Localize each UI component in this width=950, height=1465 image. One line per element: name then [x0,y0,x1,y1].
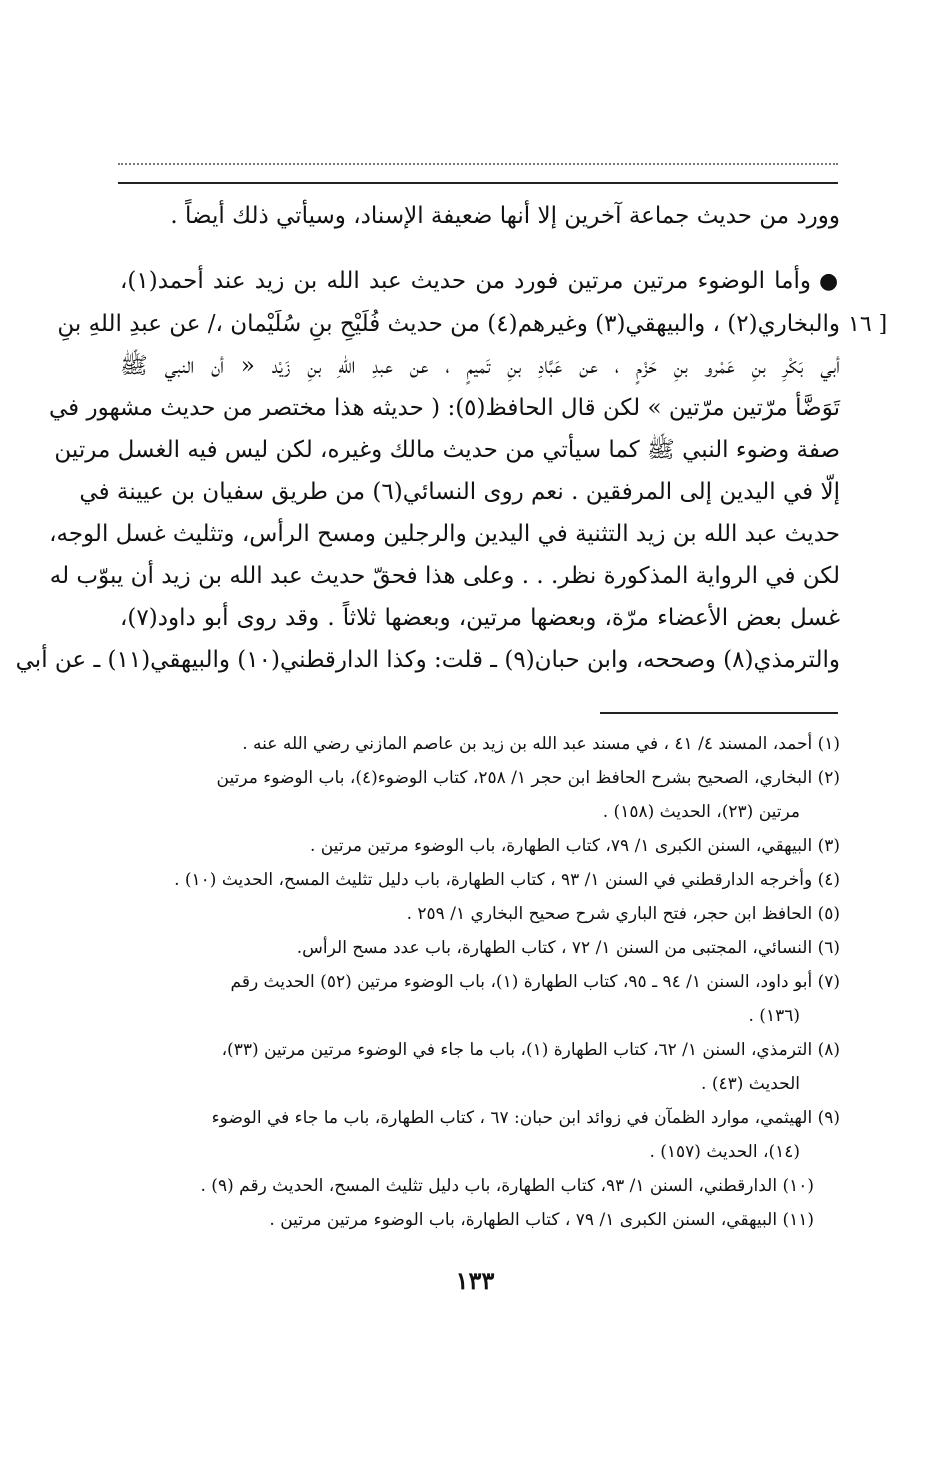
footnote-line: (٩) الهيثمي، موارد الظمآن في زوائد ابن حبان: ٦٧ ، كتاب الطهارة، باب ما جاء في الوضوء [211,1108,840,1128]
dotted-separator [118,163,838,165]
footnote [120,761,840,829]
footnote [120,727,840,761]
top-separator-rule [118,182,838,184]
intro-paragraph [120,195,840,237]
main-text-line: والبخاري(٢) ، والبيهقي(٣) وغيرهم(٤) من حديث فُلَيْحِ بنِ سُلَيْمان ،/ عن عبدِ اللهِ بنِ [57,311,840,337]
footnote-line: (٤) وأخرجه الدارقطني في السنن ١/ ٩٣ ، كتاب الطهارة، باب دليل تثليث المسح، الحديث (١٠) . [174,870,840,890]
footnote-line: الحديث (٤٣) . [701,1074,800,1094]
footnote-line: (٨) الترمذي، السنن ١/ ٦٢، كتاب الطهارة (١)، باب ما جاء في الوضوء مرتين مرتين (٣٣)، [221,1040,840,1060]
footnote [120,1033,840,1101]
footnote-line: (١٣٦) . [748,1006,800,1026]
page-number: ١٣٣ [455,1266,495,1295]
bullet-icon: ● [818,269,841,294]
footnote-line: (١) أحمد، المسند ٤/ ٤١ ، في مسند عبد الله بن زيد بن عاصم المازني رضي الله عنه . [242,734,840,754]
footnotes-section [120,727,840,1237]
main-paragraph [15,260,841,681]
footnote-line: (١٤)، الحديث (١٥٧) . [649,1142,800,1162]
footnote [120,1169,840,1203]
footnote-line: مرتين (٢٣)، الحديث (١٥٨) . [602,802,800,822]
footnote-line: (١١) البيهقي، السنن الكبرى ١/ ٧٩ ، كتاب الطهارة، باب الوضوء مرتين مرتين . [269,1210,814,1230]
footnote [120,863,840,897]
main-text-line: والترمذي(٨) وصححه، وابن حبان(٩) ـ قلت: وكذا الدارقطني(١٠) والبيهقي(١١) ـ عن أبي [15,647,840,673]
intro-line: وورد من حديث جماعة آخرين إلا أنها ضعيفة الإسناد، وسيأتي ذلك أيضاً . [170,203,840,229]
main-text-line: تَوَضَّأ مرّتين مرّتين » لكن قال الحافظ(٥): ( حديثه هذا مختصر من حديث مشهور في [48,395,840,421]
main-text-line: حديث عبد الله بن زيد التثنية في اليدين والرجلين ومسح الرأس، وتثليث غسل الوجه، [49,521,840,547]
footnote [120,965,840,1033]
footnote [120,897,840,931]
footnote-line: (١٠) الدارقطني، السنن ١/ ٩٣، كتاب الطهارة، باب دليل تثليث المسح، الحديث رقم (٩) . [200,1176,814,1196]
main-text-content: وأما الوضوء مرتين مرتين فورد من حديث عبد الله بن زيد عند أحمد(١)، [120,268,811,294]
footnote-line: (٣) البيهقي، السنن الكبرى ١/ ٧٩، كتاب الطهارة، باب الوضوء مرتين مرتين . [309,836,840,856]
main-text-line: إلّا في اليدين إلى المرفقين . نعم روى النسائي(٦) من طريق سفيان بن عيينة في [79,479,840,505]
footnote-line: (٥) الحافظ ابن حجر، فتح الباري شرح صحيح البخاري ١/ ٢٥٩ . [406,904,840,924]
main-text-line: لكن في الرواية المذكورة نظر. . . وعلى هذا فحقّ حديث عبد الله بن زيد أن يبوّب له [49,563,840,589]
footnote [120,1203,840,1237]
footnote-line: (٢) البخاري، الصحيح بشرح الحافظ ابن حجر ١/ ٢٥٨، كتاب الوضوء(٤)، باب الوضوء مرتين [216,768,840,788]
manuscript-page-marker: [ ١٦ [848,312,888,337]
footnote-line: (٧) أبو داود، السنن ١/ ٩٤ ـ ٩٥، كتاب الطهارة (١)، باب الوضوء مرتين (٥٢) الحديث رقم [230,972,840,992]
main-text-line: أبي بَكْرِ بنِ عَمْرو بنِ حَزْمٍ ، عن عَبَّادِ بنِ تَميمٍ ، عن عبدِ اللهِ بنِ زَيْد « أن النبي ﷺ [120,353,840,379]
footnote [120,931,840,965]
footnote-separator-rule [600,712,838,714]
footnote-line: (٦) النسائي، المجتبى من السنن ١/ ٧٢ ، كتاب الطهارة، باب عدد مسح الرأس. [296,938,840,958]
main-text-line [120,260,840,303]
footnote [120,1101,840,1169]
main-text-line: غسل بعض الأعضاء مرّة، وبعضها مرتين، وبعضها ثلاثاً . وقد روى أبو داود(٧)، [120,605,840,631]
footnote [120,829,840,863]
main-text-line: صفة وضوء النبي ﷺ كما سيأتي من حديث مالك وغيره، لكن ليس فيه الغسل مرتين [54,437,840,463]
